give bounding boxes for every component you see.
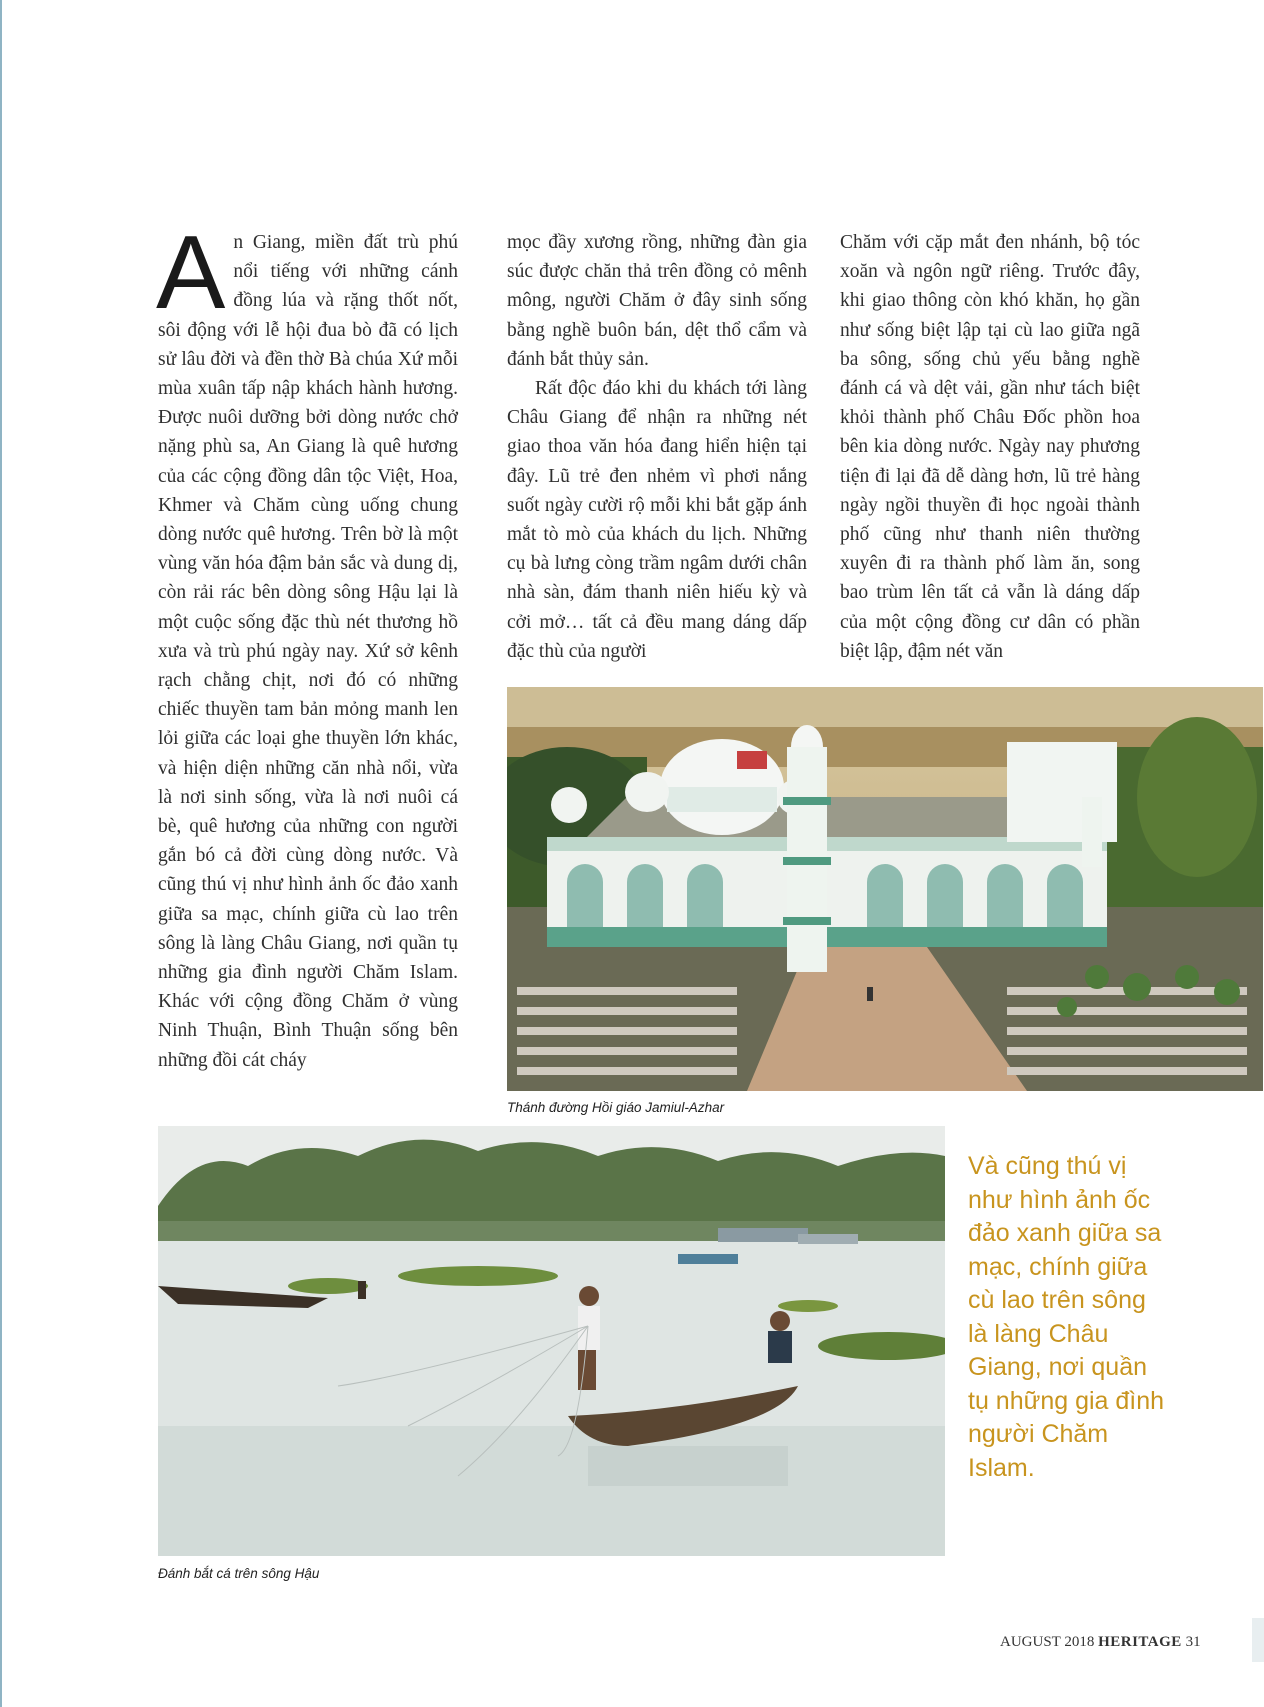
article-column-3: [840, 228, 1140, 666]
mosque-caption: Thánh đường Hồi giáo Jamiul-Azhar: [507, 1100, 725, 1115]
footer-issue: AUGUST 2018: [1000, 1634, 1095, 1650]
article-paragraph-3: Rất độc đáo khi du khách tới làng Châu Giang để nhận ra những nét giao thoa văn hóa đang hiển hiện tại đây. Lũ trẻ đen nhẻm vì phơi nắng suốt ngày cười rộ mỗi khi bắt gặp ánh mắt tò mò của khách du lịch. Những cụ bà lưng còng trầm ngâm dưới chân nhà sàn, đám thanh niên hiếu kỳ và cởi mở… tất cả đều mang dáng dấp đặc thù của người: [507, 378, 807, 662]
article-paragraph-1: [156, 215, 458, 1075]
drop-cap: A: [156, 215, 226, 331]
article-column-1: [156, 215, 458, 1075]
fishing-photo: [158, 1126, 945, 1556]
page-footer: [1000, 1634, 1201, 1651]
fishing-illustration: [158, 1126, 945, 1556]
article-column-2: [507, 228, 807, 666]
column-3-text: Chăm với cặp mắt đen nhánh, bộ tóc xoăn và ngôn ngữ riêng. Trước đây, khi giao thông còn khó khăn, họ gần như sống biệt lập tại cù lao giữa ngã ba sông, sống chủ yếu bằng nghề đánh cá và dệt vải, gần như tách biệt khỏi thành phố Châu Đốc phồn hoa bên kia dòng nước. Ngày nay phương tiện đi lại đã dễ dàng hơn, lũ trẻ hàng ngày ngồi thuyền đi học ngoài thành phố cũng như thanh niên thường xuyên đi ra thành phố làm ăn, song bao trùm lên tất cả vẫn là dáng dấp của một cộng đồng cư dân có phần biệt lập, đậm nét văn: [840, 232, 1140, 662]
column-1-text: n Giang, miền đất trù phú nổi tiếng với những cánh đồng lúa và rặng thốt nốt, sôi động với lễ hội đua bò đã có lịch sử lâu đời và đền thờ Bà chúa Xứ mỗi mùa xuân tấp nập khách hành hương. Được nuôi dưỡng bởi dòng nước chở nặng phù sa, An Giang là quê hương của các cộng đồng dân tộc Việt, Hoa, Khmer và Chăm cùng uống chung dòng nước quê hương. Trên bờ là một vùng văn hóa đậm bản sắc và dung dị, còn rải rác bên dòng sông Hậu lại là một cuộc sống đặc thù nét thương hồ xưa và trù phú ngày nay. Xứ sở kênh rạch chằng chịt, nơi đó có những chiếc thuyền tam bản mỏng manh len lỏi giữa các loại ghe thuyền lớn khác, và hiện diện những căn nhà nổi, vừa là nơi sinh sống, vừa là nơi nuôi cá bè, quê hương của những con người gắn bó cả đời cùng dòng nước. Và cũng thú vị như hình ảnh ốc đảo xanh giữa sa mạc, chính giữa cù lao trên sông là làng Châu Giang, nơi quần tụ những gia đình người Chăm Islam. Khác với cộng đồng Chăm ở vùng Ninh Thuận, Bình Thuận sống bên những đồi cát cháy: [158, 232, 458, 1071]
pull-quote: Và cũng thú vị như hình ảnh ốc đảo xanh giữa sa mạc, chính giữa cù lao trên sông là làng Châu Giang, nơi quần tụ những gia đình người Chăm Islam.: [968, 1152, 1165, 1482]
mosque-photo: [507, 687, 1263, 1091]
footer-edge-accent: [1252, 1618, 1264, 1662]
footer-page-number: 31: [1185, 1634, 1201, 1650]
fishing-caption: Đánh bắt cá trên sông Hậu: [158, 1566, 320, 1581]
page-edge-line: [0, 0, 2, 1707]
footer-magazine: HERITAGE: [1098, 1634, 1182, 1650]
mosque-illustration: [507, 687, 1263, 1091]
article-paragraph-2: mọc đầy xương rồng, những đàn gia súc được chăn thả trên đồng cỏ mênh mông, người Chăm ở đây sinh sống bằng nghề buôn bán, dệt thổ cẩm và đánh bắt thủy sản.: [507, 232, 807, 370]
